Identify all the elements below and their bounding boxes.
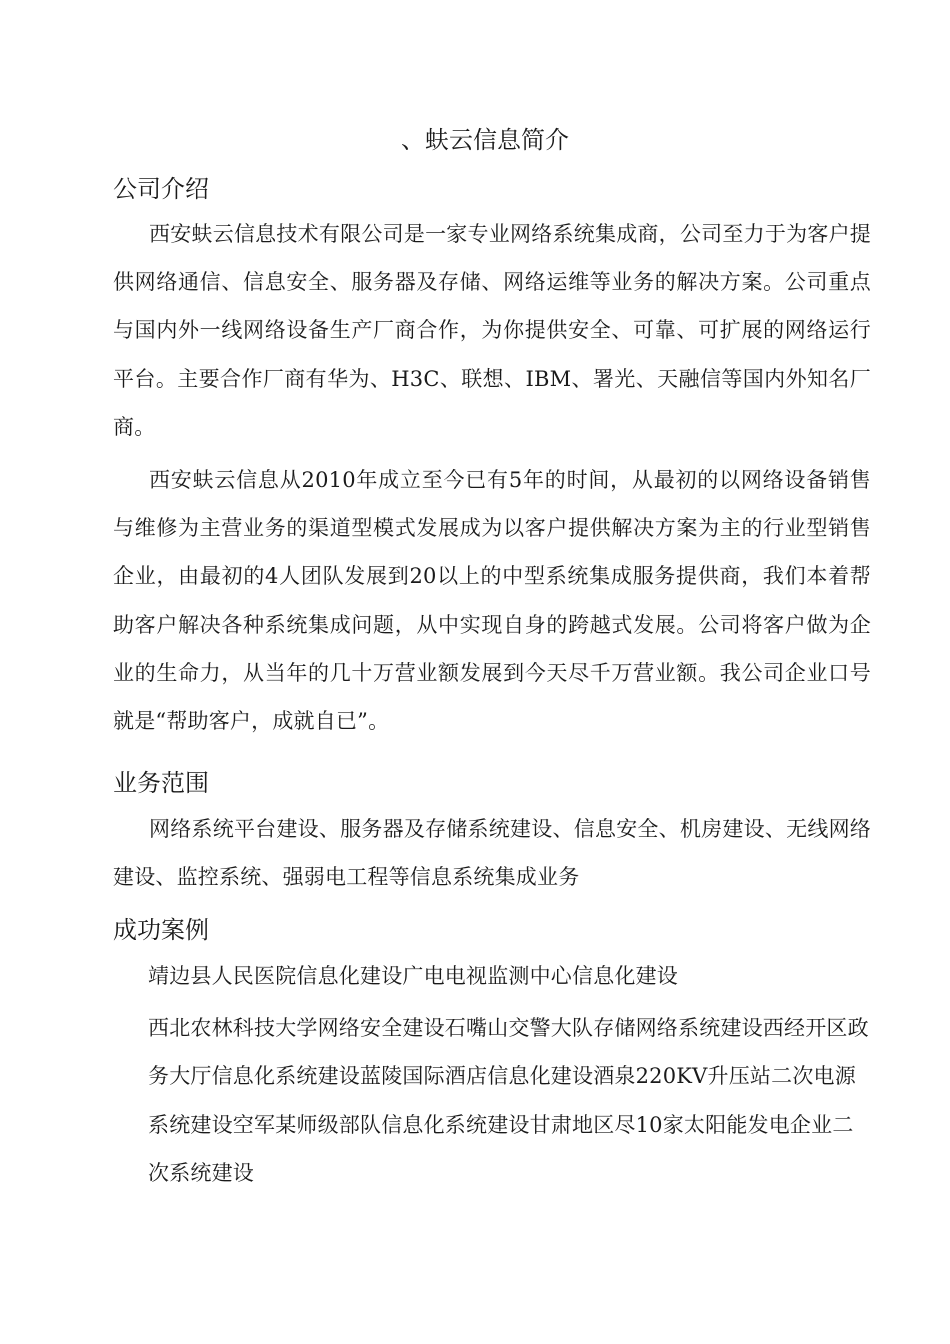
section-heading-business-scope: 业务范围 bbox=[113, 769, 209, 797]
success-cases-line-1: 靖边县人民医院信息化建设广电电视监测中心信息化建设 bbox=[148, 964, 678, 988]
success-cases-list: 西北农林科技大学网络安全建设石嘴山交警大队存储网络系统建设西经开区政务大厅信息化系统建设蓝陵国际酒店信息化建设酒泉220KV升压站二次电源系统建设空军某师级部队信息化系统建设甘肃地区尽10家太阳能发电企业二次系统建设 bbox=[148, 1016, 869, 1185]
document-title: 、蚨云信息简介 bbox=[401, 126, 569, 154]
section-heading-success-cases: 成功案例 bbox=[113, 916, 209, 944]
business-scope-paragraph: 网络系统平台建设、服务器及存储系统建设、信息安全、机房建设、无线网络建设、监控系统、强弱电工程等信息系统集成业务 bbox=[113, 817, 871, 890]
section-heading-company-intro: 公司介绍 bbox=[113, 175, 209, 203]
company-intro-paragraph-1: 西安蚨云信息技术有限公司是一家专业网络系统集成商，公司至力于为客户提供网络通信、信息安全、服务器及存储、网络运维等业务的解决方案。公司重点与国内外一线网络设备生产厂商合作，为你提供安全、可靠、可扩展的网络运行平台。主要合作厂商有华为、H3C、联想、IBM、署光、天融信等国内外知名厂商。 bbox=[113, 222, 871, 439]
company-intro-paragraph-2: 西安蚨云信息从2010年成立至今已有5年的时间，从最初的以网络设备销售与维修为主营业务的渠道型模式发展成为以客户提供解决方案为主的行业型销售企业，由最初的4人团队发展到20以上的中型系统集成服务提供商，我们本着帮助客户解决各种系统集成问题，从中实现自身的跨越式发展。公司将客户做为企业的生命力，从当年的几十万营业额发展到今天尽千万营业额。我公司企业口号就是“帮助客户，成就自已”。 bbox=[113, 468, 871, 734]
